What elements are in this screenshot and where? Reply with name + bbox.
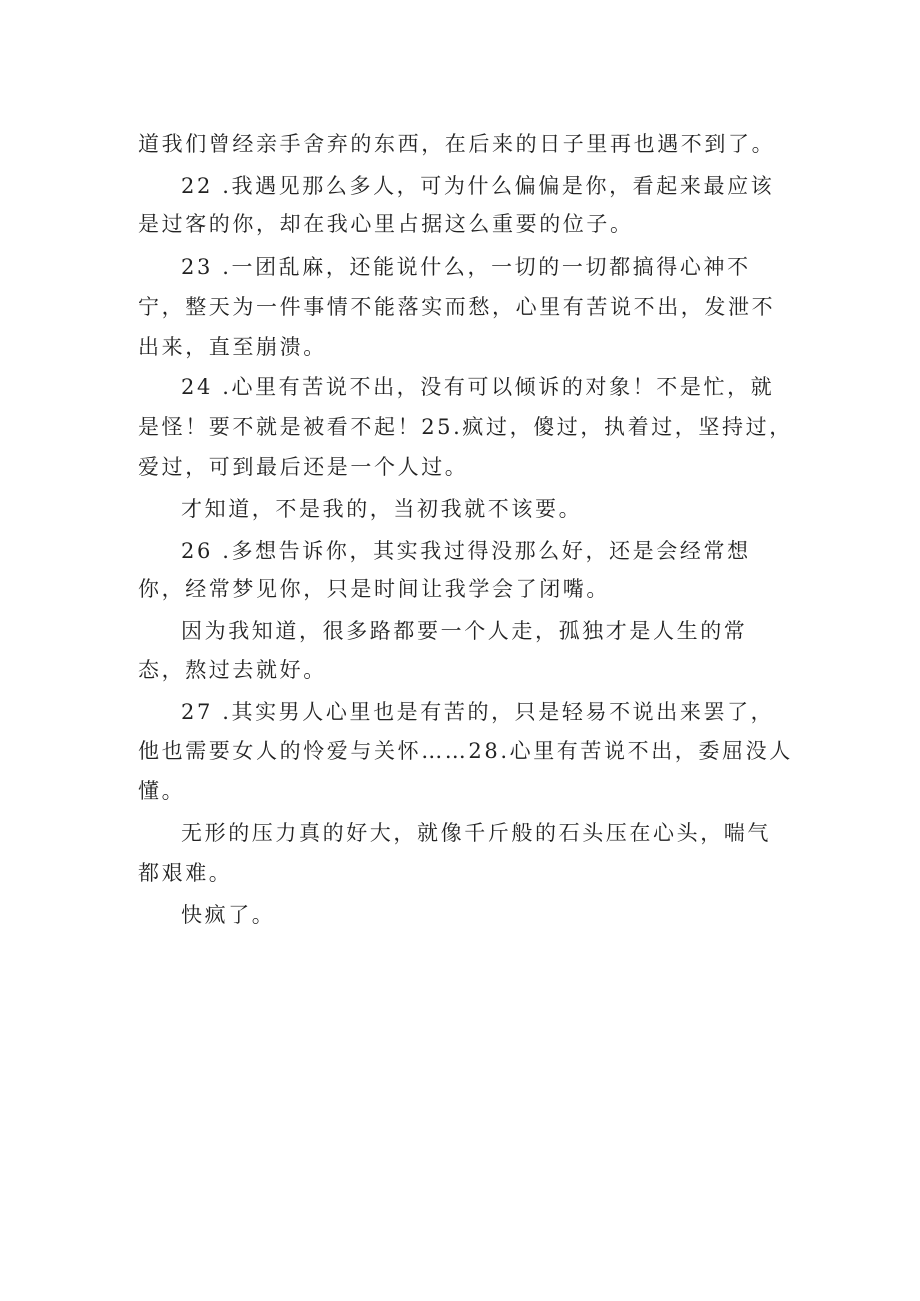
text-line: 都艰难。 [138,861,233,885]
text-line: 态，熬过去就好。 [138,658,327,682]
text-line: 懂。 [138,779,186,803]
text-line: 24 .心里有苦说不出，没有可以倾诉的对象！不是忙，就 [181,375,775,399]
text-line: 无形的压力真的好大，就像千斤般的石头压在心头，喘气 [181,821,771,845]
text-line: 是怪！要不就是被看不起！25.疯过，傻过，执着过，坚持过， [138,415,793,439]
text-line: 因为我知道，很多路都要一个人走，孤独才是人生的常 [181,619,748,643]
text-line: 才知道，不是我的，当初我就不该要。 [181,497,583,521]
text-line: 宁，整天为一件事情不能落实而愁，心里有苦说不出，发泄不 [138,295,776,319]
text-line: 你，经常梦见你，只是时间让我学会了闭嘴。 [138,577,610,601]
text-line: 出来，直至崩溃。 [138,335,327,359]
text-line: 快疯了。 [181,903,276,927]
text-line: 23 .一团乱麻，还能说什么，一切的一切都搞得心神不 [181,255,751,279]
text-line: 26 .多想告诉你，其实我过得没那么好，还是会经常想 [181,539,751,563]
text-line: 他也需要女人的怜爱与关怀……28.心里有苦说不出，委屈没人 [138,739,793,763]
text-line: 是过客的你，却在我心里占据这么重要的位子。 [138,212,634,236]
text-line: 爱过，可到最后还是一个人过。 [138,455,469,479]
text-line: 27 .其实男人心里也是有苦的，只是轻易不说出来罢了， [181,700,775,724]
text-line: 22 .我遇见那么多人，可为什么偏偏是你，看起来最应该 [181,174,775,198]
text-line: 道我们曾经亲手舍弃的东西，在后来的日子里再也遇不到了。 [138,132,776,156]
